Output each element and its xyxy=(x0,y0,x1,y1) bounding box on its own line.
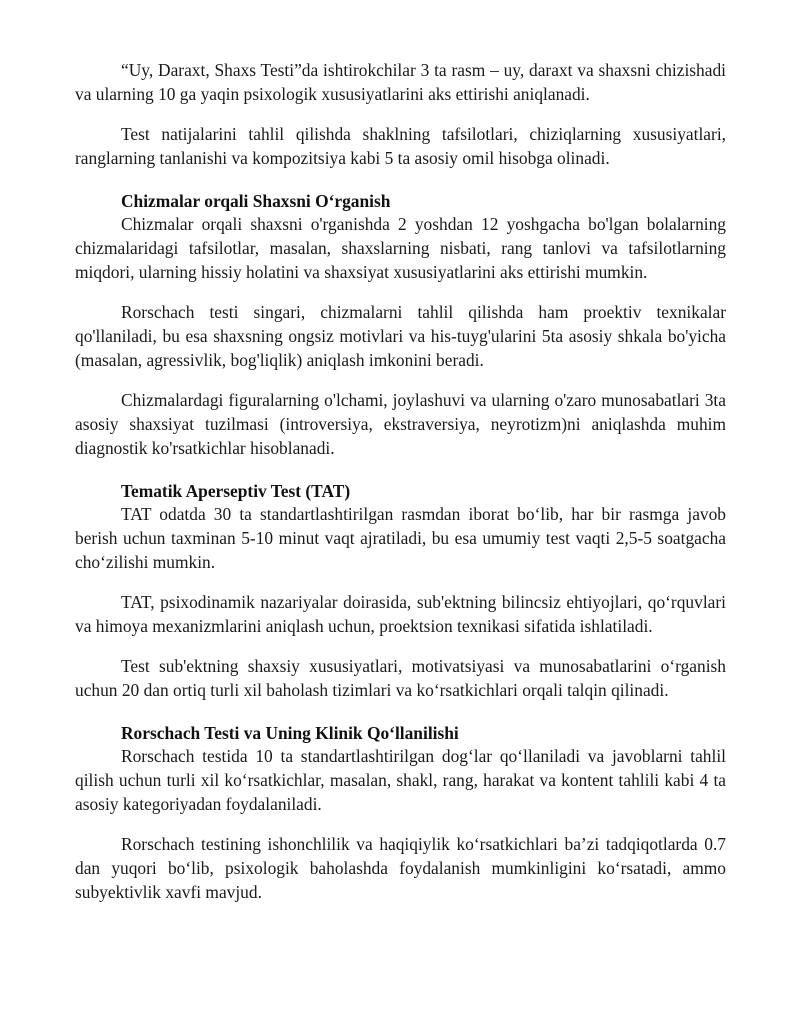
section-heading-tat: Tematik Aperseptiv Test (TAT) xyxy=(121,481,351,501)
intro-paragraph-1: “Uy, Daraxt, Shaxs Testi”da ishtirokchilar 3 ta rasm – uy, daraxt va shaxsni chizishadi va ularning 10 ga yaqin psixologik xususiyatlarini aks ettirishi aniqlanadi. xyxy=(75,60,726,104)
tat-paragraph-3: Test sub'ektning shaxsiy xususiyatlari, motivatsiyasi va munosabatlarini o‘rganish uchun 20 dan ortiq turli xil baholash tizimlari va ko‘rsatkichlari orqali talqin qilinadi. xyxy=(75,656,726,700)
intro-paragraph-2: Test natijalarini tahlil qilishda shaklning tafsilotlari, chiziqlarning xususiyatlari, ranglarning tanlanishi va kompozitsiya kabi 5 ta asosiy omil hisobga olinadi. xyxy=(75,124,726,168)
drawings-paragraph-3: Chizmalardagi figuralarning o'lchami, joylashuvi va ularning o'zaro munosabatlari 3ta asosiy shaxsiyat tuzilmasi (introversiya, ekstraversiya, neyrotizm)ni aniqlashda muhim diagnostik ko'rsatkichlar hisoblanadi. xyxy=(75,390,726,458)
section-heading-rorschach: Rorschach Testi va Uning Klinik Qo‘llanilishi xyxy=(121,723,459,743)
document-page xyxy=(75,58,726,920)
rorschach-paragraph-2: Rorschach testining ishonchlilik va haqiqiylik ko‘rsatkichlari ba’zi tadqiqotlarda 0.7 dan yuqori bo‘lib, psixologik baholashda foydalanish mumkinligini ko‘rsatadi, ammo subyektivlik xavfi mavjud. xyxy=(75,834,726,902)
section-heading-drawings: Chizmalar orqali Shaxsni O‘rganish xyxy=(121,191,391,211)
tat-paragraph-1: TAT odatda 30 ta standartlashtirilgan rasmdan iborat bo‘lib, har bir rasmga javob berish uchun taxminan 5-10 minut vaqt ajratiladi, bu esa umumiy test vaqti 2,5-5 soatgacha cho‘zilishi mumkin. xyxy=(75,504,726,572)
drawings-paragraph-1: Chizmalar orqali shaxsni o'rganishda 2 yoshdan 12 yoshgacha bo'lgan bolalarning chizmalaridagi tafsilotlar, masalan, shaxslarning nisbati, rang tanlovi va tafsilotlarning miqdori, ularning hissiy holatini va shaxsiyat xususiyatlarini aks ettirishi mumkin. xyxy=(75,214,726,282)
drawings-paragraph-2: Rorschach testi singari, chizmalarni tahlil qilishda ham proektiv texnikalar qo'llaniladi, bu esa shaxsning ongsiz motivlari va his-tuyg'ularini 5ta asosiy shkala bo'yicha (masalan, agressivlik, bog'liqlik) aniqlash imkonini beradi. xyxy=(75,302,726,370)
tat-paragraph-2: TAT, psixodinamik nazariyalar doirasida, sub'ektning bilincsiz ehtiyojlari, qo‘rquvlari va himoya mexanizmlarini aniqlash uchun, proektsion texnikasi sifatida ishlatiladi. xyxy=(75,592,726,636)
rorschach-paragraph-1: Rorschach testida 10 ta standartlashtirilgan dog‘lar qo‘llaniladi va javoblarni tahlil qilish uchun turli xil ko‘rsatkichlar, masalan, shakl, rang, harakat va kontent tahlili kabi 4 ta asosiy kategoriyadan foydalaniladi. xyxy=(75,746,726,814)
